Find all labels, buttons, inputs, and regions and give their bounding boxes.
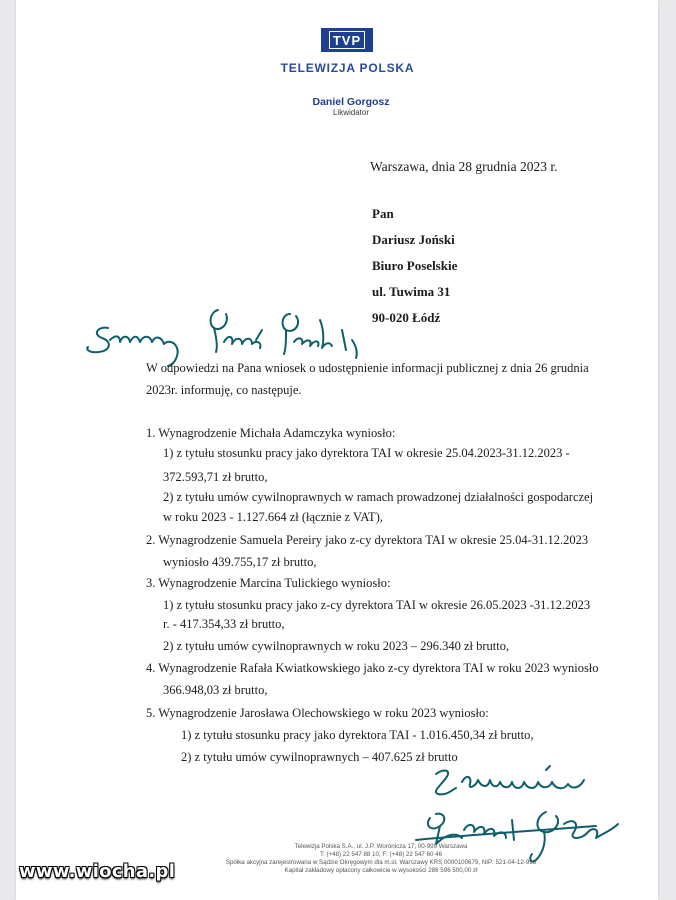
intro-paragraph: W odpowiedzi na Pana wniosek o udostępnienie informacji publicznej z dnia 26 grudnia 2023r. informuję, co następuje. (146, 361, 589, 397)
body-line: wyniosło 439.755,17 zł brutto, (163, 555, 317, 569)
body-line: 372.593,71 zł brutto, (163, 470, 268, 484)
body-line: 1) z tytułu stosunku pracy jako dyrektora TAI - 1.016.450,34 zł brutto, (181, 728, 534, 742)
body-line: 1) z tytułu stosunku pracy jako dyrektora TAI w okresie 25.04.2023-31.12.2023 - (163, 446, 570, 460)
letter-page (16, 0, 658, 900)
footer-address: Telewizja Polska S.A., ul. J.P. Woronicza 17, 00-999 Warszawa (294, 843, 468, 850)
body-line: 3. Wynagrodzenie Marcina Tulickiego wyniosło: (146, 576, 391, 590)
body-line: 1) z tytułu stosunku pracy jako z-cy dyrektora TAI w okresie 26.05.2023 -31.12.2023 (163, 598, 591, 612)
tvp-logo (321, 28, 373, 52)
body-line: 366.948,03 zł brutto, (163, 683, 268, 697)
body-line: 1. Wynagrodzenie Michała Adamczyka wyniosło: (146, 426, 396, 440)
body-line: 4. Wynagrodzenie Rafała Kwiatkowskiego jako z-cy dyrektora TAI w roku 2023 wyniosło (146, 661, 599, 675)
footer-capital: Kapitał zakładowy opłacony całkowicie w wysokości 286 596 500,00 zł (284, 867, 478, 874)
footer-registration: Spółka akcyjna zarejestrowana w Sądzie Okręgowym dla m.st. Warszawy KRS 0000100679, NIP: 521-04-12-998 (225, 859, 537, 866)
body-line: w roku 2023 - 1.127.664 zł (łącznie z VAT), (163, 510, 383, 524)
tvp-logo-text: TVP (329, 31, 365, 49)
body-line: r. - 417.354,33 zł brutto, (163, 617, 285, 631)
body-line: 5. Wynagrodzenie Jarosława Olechowskiego w roku 2023 wyniosło: (146, 706, 489, 720)
sender-name: Daniel Gorgosz (312, 96, 390, 108)
recipient-salutation: Pan (372, 206, 394, 221)
recipient-office: Biuro Poselskie (372, 258, 458, 273)
company-name: TELEWIZJA POLSKA (280, 61, 415, 75)
recipient-name: Dariusz Joński (372, 232, 455, 247)
sender-role: Likwidator (332, 108, 369, 117)
body-line: 2. Wynagrodzenie Samuela Pereiry jako z-cy dyrektora TAI w okresie 25.04-31.12.2023 (146, 533, 589, 547)
body-line: 2) z tytułu umów cywilnoprawnych w ramach prowadzonej działalności gospodarczej (163, 490, 594, 504)
date-line: Warszawa, dnia 28 grudnia 2023 r. (370, 159, 558, 174)
body-line: 2) z tytułu umów cywilnoprawnych – 407.625 zł brutto (181, 750, 458, 764)
watermark: www.wiocha.pl (19, 861, 176, 882)
recipient-street: ul. Tuwima 31 (372, 284, 451, 299)
recipient-city: 90-020 Łódź (372, 310, 441, 325)
body-line: 2) z tytułu umów cywilnoprawnych w roku 2023 – 296.340 zł brutto, (163, 639, 510, 653)
footer-phone: T: (+48) 22 547 88 10, F: (+48) 22 547 60 46 (319, 851, 443, 858)
